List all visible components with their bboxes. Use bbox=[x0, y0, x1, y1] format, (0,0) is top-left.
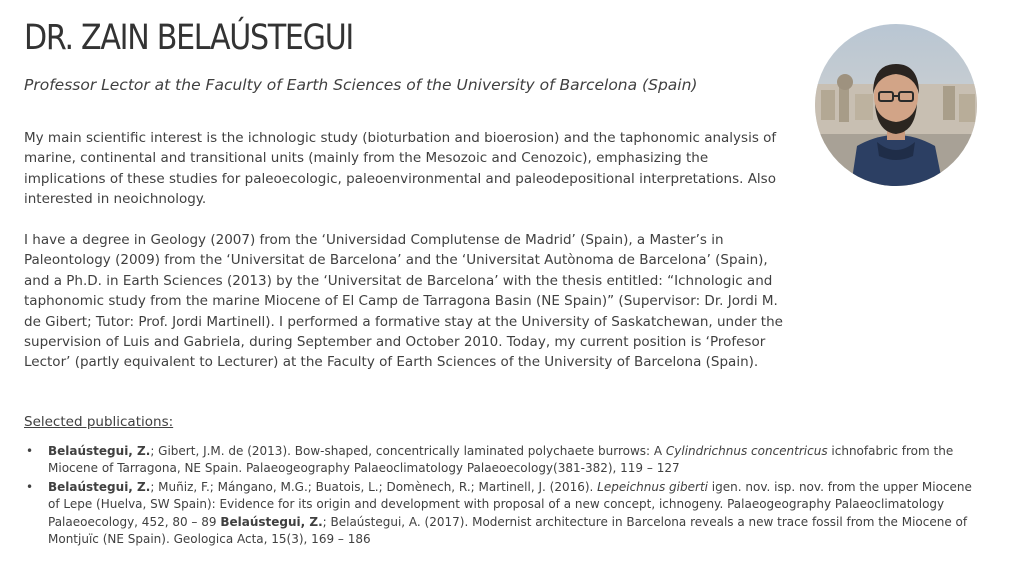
publication-author: Belaústegui, Z. bbox=[220, 514, 323, 529]
publication-text: ; Muñiz, F.; Mángano, M.G.; Buatois, L.; Domènech, R.; Martinell, J. (2016). bbox=[150, 479, 598, 494]
publication-taxon: Cylindrichnus concentricus bbox=[665, 444, 828, 458]
publication-author: Belaústegui, Z. bbox=[48, 444, 151, 458]
page-title: DR. ZAIN BELAÚSTEGUI bbox=[24, 18, 354, 58]
page-subtitle: Professor Lector at the Faculty of Earth Sciences of the University of Barcelona (Spain) bbox=[24, 76, 698, 94]
bio-paragraph-2: I have a degree in Geology (2007) from the ‘Universidad Complutense de Madrid’ (Spain), a Master’s in Paleontology (2009) from the ‘Universitat de Barcelona’ and the ‘Universitat Autònoma de Barcelona’ (Spain), and a Ph.D. in Earth Sciences (2013) by the ‘Universitat de Barcelona’ with the thesis entitled: “Ichnologic and taphonomic study from the marine Miocene of El Camp de Tarragona Basin (NE Spain)” (Supervisor: Dr. Jordi M. de Gibert; Tutor: Prof. Jordi Martinell). I performed a formative stay at the University of Saskatchewan, under the supervision of Luis and Gabriela, during September and October 2010. Today, my current position is ‘Profesor Lector’ (partly equivalent to Lecturer) at the Faculty of Earth Sciences of the University of Barcelona (Spain). bbox=[24, 232, 783, 371]
publication-taxon: Lepeichnus giberti bbox=[597, 479, 708, 494]
publication-author: Belaústegui, Z. bbox=[48, 479, 151, 494]
publication-item bbox=[24, 479, 984, 549]
publication-text: ; Belaústegui, A. (2017). Modernist architecture in Barcelona reveals a new trace fossil from the Miocene of Montjuïc (NE Spain). Geologica Acta, 15(3), 169 – 186 bbox=[48, 514, 968, 547]
publications-list bbox=[24, 443, 984, 549]
bio-paragraph-1: My main scientific interest is the ichnologic study (bioturbation and bioerosion) and the taphonomic analysis of marine, continental and transitional units (mainly from the Mesozoic and Cenozoic), emphasizing the implications of these studies for paleoecologic, paleoenvironmental and paleodepositional interpretations. Also interested in neoichnology. bbox=[24, 130, 777, 208]
portrait-illustration bbox=[815, 24, 977, 186]
portrait-photo bbox=[815, 24, 977, 186]
publication-item bbox=[24, 443, 984, 478]
bullet: • bbox=[26, 444, 34, 458]
publications-heading: Selected publications: bbox=[24, 414, 174, 430]
publication-text: ichnofabric from the Miocene of Tarragona, NE Spain. Palaeogeography Palaeoclimatology Palaeoecology(381-382), 119 – 127 bbox=[48, 444, 954, 476]
publication-text: igen. nov. isp. nov. from the upper Miocene of Lepe (Huelva, SW Spain): Evidence for its origin and development with proposal of a new concept, ichnogeny. Palaeogeography Palaeoclimatology Palaeoecology, 452, 80 – 89 bbox=[48, 479, 972, 529]
bullet: • bbox=[26, 479, 34, 494]
publication-text: ; Gibert, J.M. de (2013). Bow-shaped, concentrically laminated polychaete burrows: A bbox=[150, 444, 666, 458]
